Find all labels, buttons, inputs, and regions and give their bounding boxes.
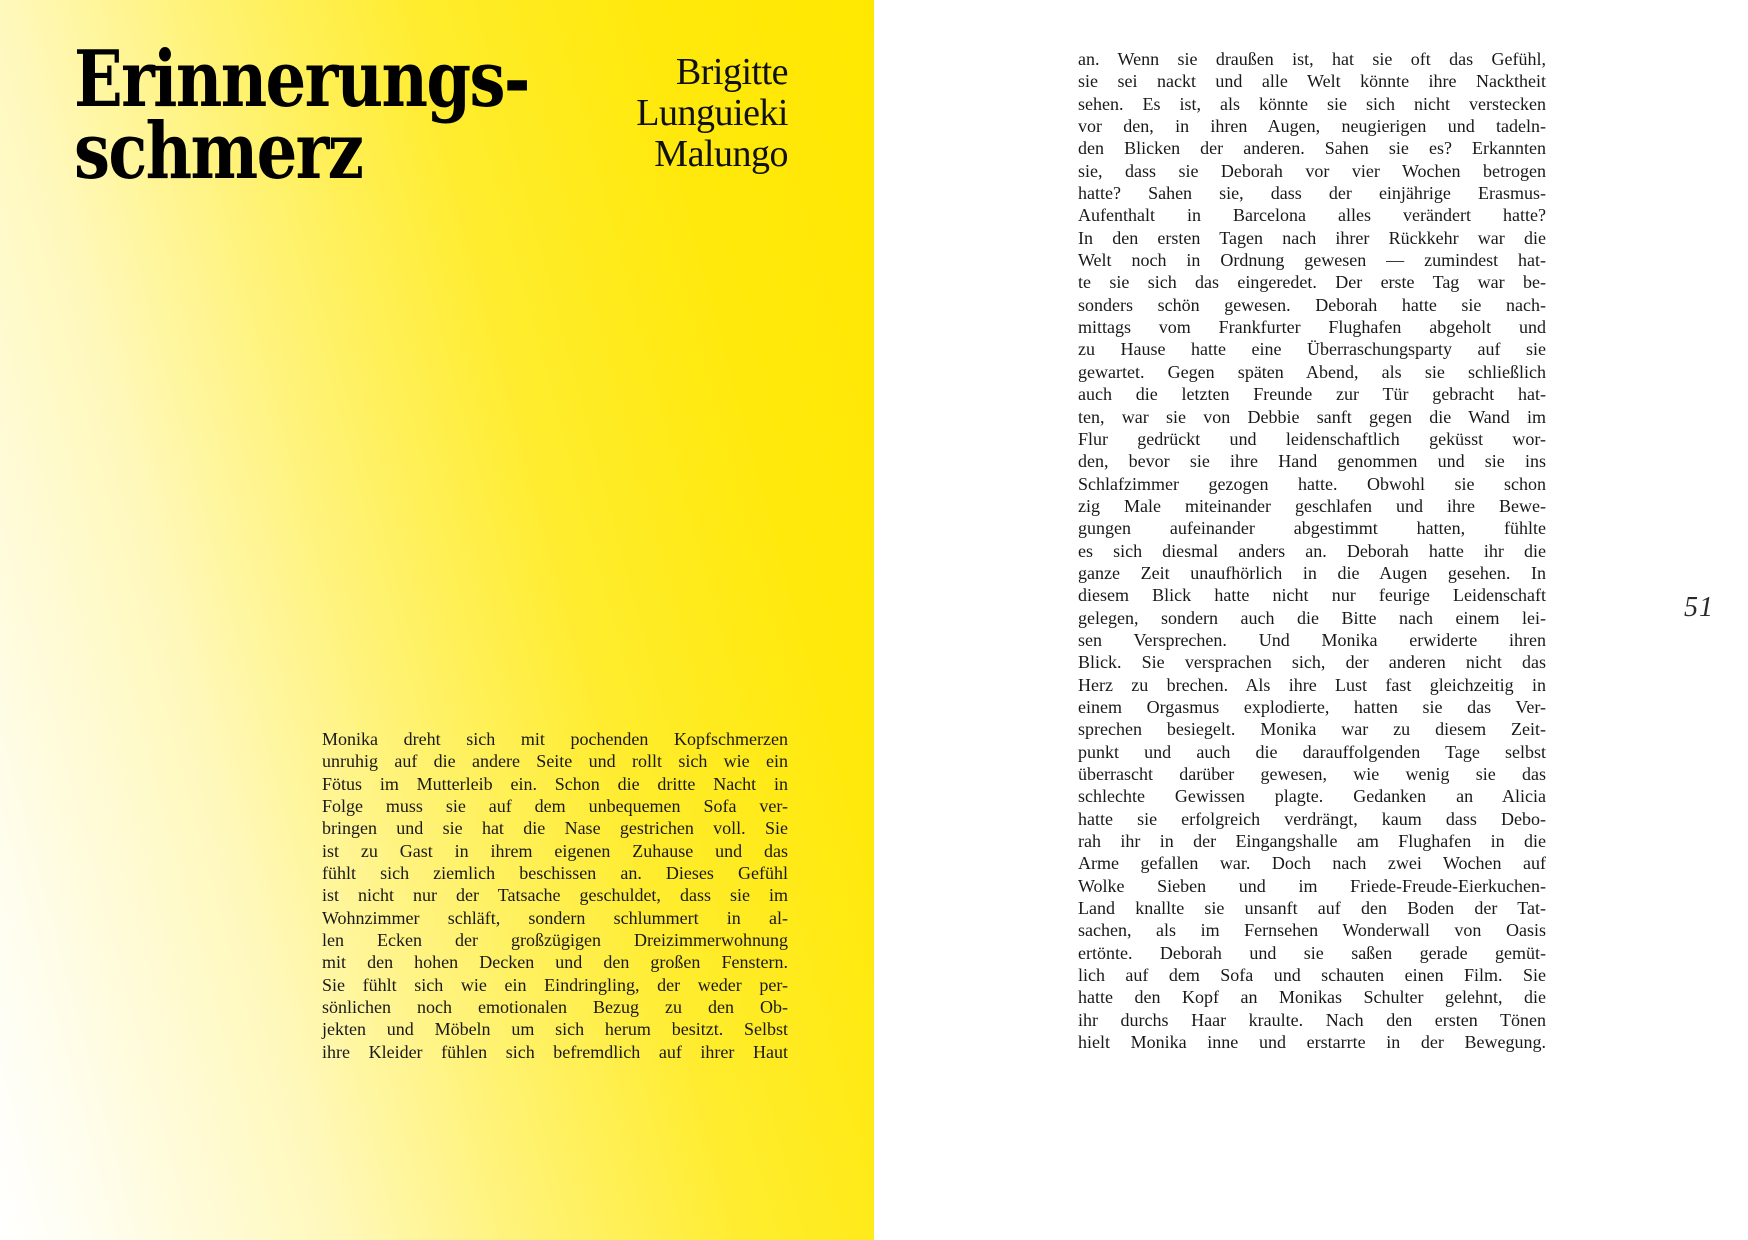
text-line: Herz zu brechen. Als ihre Lust fast gleichzeitig in [1078, 674, 1546, 695]
text-line: den Blicken der anderen. Sahen sie es? Erkannten [1078, 138, 1546, 159]
text-line: auch die letzten Freunde zur Tür gebracht hat- [1078, 384, 1546, 405]
text-line: ten, war sie von Debbie sanft gegen die Wand im [1078, 406, 1546, 427]
text-line: Fötus im Mutterleib ein. Schon die dritte Nacht in [322, 773, 788, 794]
text-line: te sie sich das eingeredet. Der erste Tag war be- [1078, 272, 1546, 293]
text-line: ertönte. Deborah und sie saßen gerade gemüt- [1078, 942, 1546, 963]
text-line: einem Orgasmus explodierte, hatten sie das Ver- [1078, 696, 1546, 717]
text-line: sonders schön gewesen. Deborah hatte sie nach- [1078, 294, 1546, 315]
text-line: sönlichen noch emotionalen Bezug zu den Ob- [322, 997, 788, 1018]
text-line: ist zu Gast in ihrem eigenen Zuhause und das [322, 840, 788, 861]
text-line: vor den, in ihren Augen, neugierigen und tadeln- [1078, 116, 1546, 137]
text-line: rah ihr in der Eingangshalle am Flughafen in die [1078, 831, 1546, 852]
text-line: gelegen, sondern auch die Bitte nach einem lei- [1078, 607, 1546, 628]
page-number: 51 [1684, 592, 1714, 623]
text-line: sachen, als im Fernsehen Wonderwall von Oasis [1078, 920, 1546, 941]
text-line: hielt Monika inne und erstarrte in der Bewegung. [1078, 1032, 1546, 1053]
text-line: punkt und auch die darauffolgenden Tage selbst [1078, 741, 1546, 762]
text-line: gungen aufeinander abgestimmt hatten, fühlte [1078, 518, 1546, 539]
text-line: Flur gedrückt und leidenschaftlich geküsst wor- [1078, 428, 1546, 449]
text-line: sie, dass sie Deborah vor vier Wochen betrogen [1078, 160, 1546, 181]
text-line: hatte sie erfolgreich verdrängt, kaum dass Debo- [1078, 808, 1546, 829]
text-line: ganze Zeit unaufhörlich in die Augen gesehen. In [1078, 562, 1546, 583]
text-line: mit den hohen Decken und den großen Fenstern. [322, 952, 788, 973]
left-page-body-text [322, 728, 788, 1063]
author-name-line: Lunguieki [636, 92, 788, 134]
text-line: Welt noch in Ordnung gewesen — zumindest hat- [1078, 250, 1546, 271]
text-line: den, bevor sie ihre Hand genommen und sie ins [1078, 451, 1546, 472]
text-line: jekten und Möbeln um sich herum besitzt. Selbst [322, 1019, 788, 1040]
text-line: sen Versprechen. Und Monika erwiderte ihren [1078, 629, 1546, 650]
text-line: ihr durchs Haar kraulte. Nach den ersten Tönen [1078, 1009, 1546, 1030]
story-title-line: schmerz [74, 106, 363, 197]
text-line: fühlt sich ziemlich beschissen an. Dieses Gefühl [322, 863, 788, 884]
right-page [874, 0, 1748, 1240]
text-line: Wolke Sieben und im Friede-Freude-Eierkuchen- [1078, 875, 1546, 896]
text-line: ist nicht nur der Tatsache geschuldet, dass sie im [322, 885, 788, 906]
text-line: sprechen besiegelt. Monika war zu diesem Zeit- [1078, 719, 1546, 740]
author-name [636, 52, 788, 175]
text-line: Folge muss sie auf dem unbequemen Sofa ver- [322, 796, 788, 817]
author-name-line: Malungo [654, 133, 788, 175]
text-line: zig Male miteinander geschlafen und ihre Bewe- [1078, 495, 1546, 516]
text-line: Schlafzimmer gezogen hatte. Obwohl sie schon [1078, 473, 1546, 494]
text-line: sie sei nackt und alle Welt könnte ihre Nacktheit [1078, 71, 1546, 92]
text-line: Monika dreht sich mit pochenden Kopfschmerzen [322, 729, 788, 749]
text-line: In den ersten Tagen nach ihrer Rückkehr war die [1078, 227, 1546, 248]
text-line: sehen. Es ist, als könnte sie sich nicht verstecken [1078, 93, 1546, 114]
text-line: Arme gefallen war. Doch nach zwei Wochen auf [1078, 853, 1546, 874]
story-title-line: Erinnerungs- [74, 34, 529, 125]
text-line: Wohnzimmer schläft, sondern schlummert in al- [322, 907, 788, 928]
text-line: Blick. Sie versprachen sich, der anderen nicht das [1078, 652, 1546, 673]
text-line: hatte den Kopf an Monikas Schulter gelehnt, die [1078, 987, 1546, 1008]
story-title [74, 34, 529, 197]
text-line: ihre Kleider fühlen sich befremdlich auf ihrer Haut [322, 1041, 788, 1062]
text-line: len Ecken der großzügigen Dreizimmerwohnung [322, 930, 788, 951]
text-line: diesem Blick hatte nicht nur feurige Leidenschaft [1078, 585, 1546, 606]
text-line: überrascht darüber gewesen, wie wenig sie das [1078, 764, 1546, 784]
text-line: bringen und sie hat die Nase gestrichen voll. Sie [322, 818, 788, 839]
text-line: Sie fühlt sich wie ein Eindringling, der weder per- [322, 974, 788, 995]
text-line: es sich diesmal anders an. Deborah hatte ihr die [1078, 540, 1546, 561]
text-line: schlechte Gewissen plagte. Gedanken an Alicia [1078, 786, 1546, 807]
text-line: zu Hause hatte eine Überraschungsparty auf sie [1078, 339, 1546, 360]
text-line: unruhig auf die andere Seite und rollt sich wie ein [322, 751, 788, 772]
text-line: gewartet. Gegen späten Abend, als sie schließlich [1078, 361, 1546, 382]
text-line: an. Wenn sie draußen ist, hat sie oft das Gefühl, [1078, 49, 1546, 69]
text-line: hatte? Sahen sie, dass der einjährige Erasmus- [1078, 183, 1546, 204]
text-line: mittags vom Frankfurter Flughafen abgeholt und [1078, 317, 1546, 338]
text-line: Aufenthalt in Barcelona alles verändert hatte? [1078, 205, 1546, 226]
right-page-body-text [1078, 48, 1546, 1053]
text-line: Land knallte sie unsanft auf den Boden der Tat- [1078, 898, 1546, 919]
author-name-line: Brigitte [675, 51, 788, 93]
text-line: lich auf dem Sofa und schauten einen Film. Sie [1078, 965, 1546, 986]
